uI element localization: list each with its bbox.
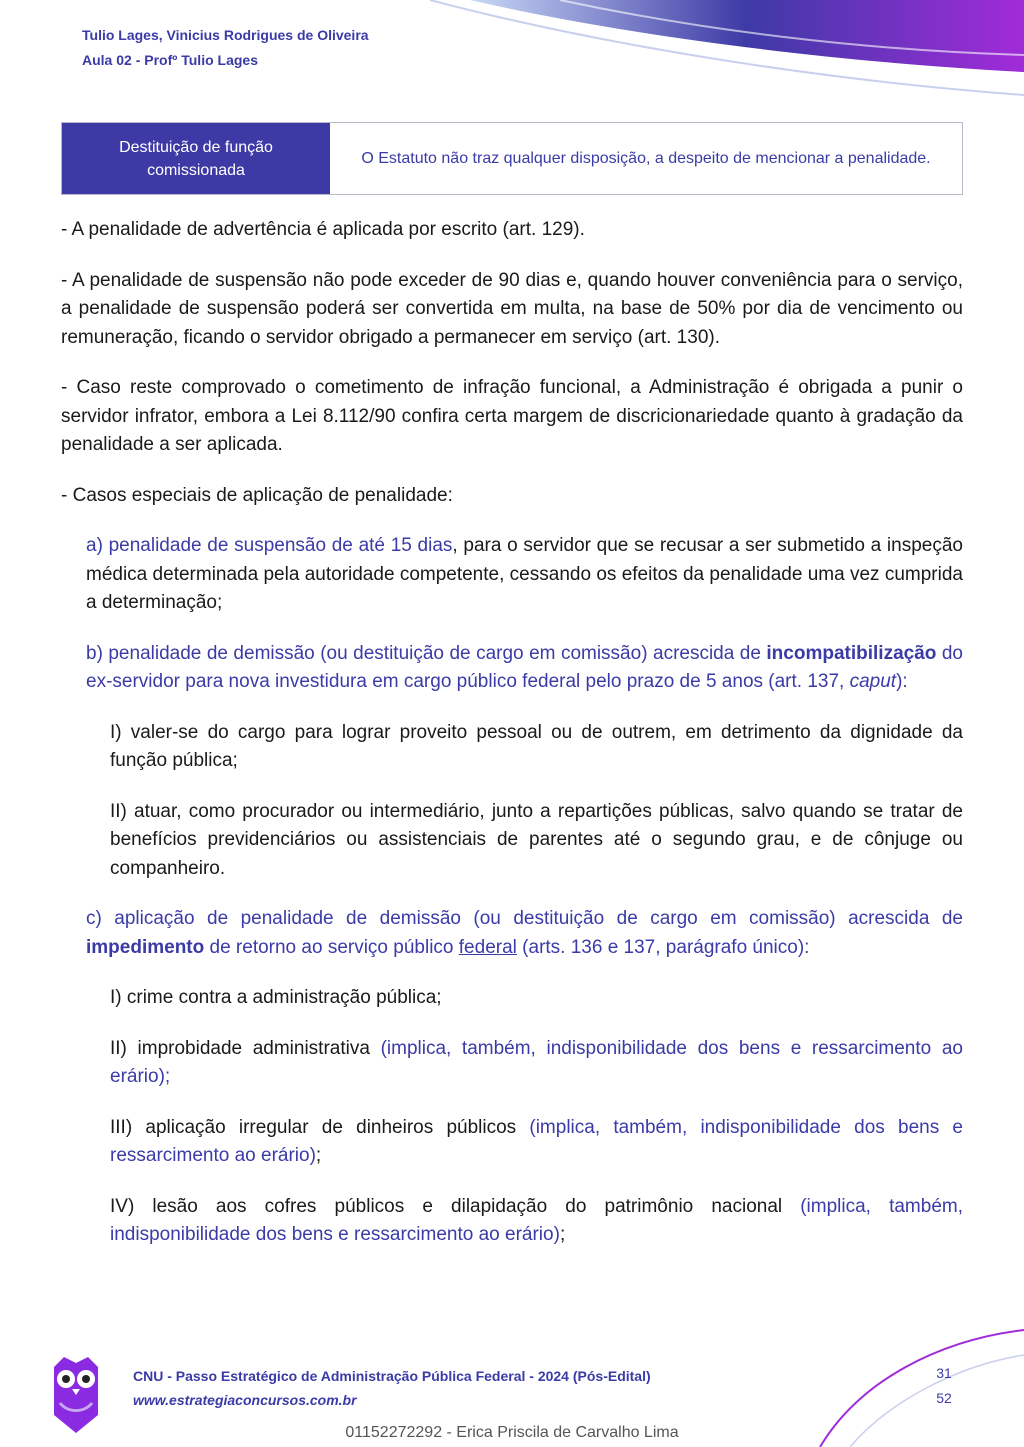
item-c-underline: federal	[458, 936, 517, 958]
item-a-highlight: a) penalidade de suspensão de até 15 dias	[86, 535, 453, 556]
item-c-text-3: (arts. 136 e 137, parágrafo único):	[516, 936, 810, 958]
footer-website-link[interactable]: www.estrategiaconcursos.com.br	[133, 1392, 357, 1408]
page-number: 31	[936, 1365, 952, 1381]
table-cell-description: O Estatuto não traz qualquer disposição, a despeito de mencionar a penalidade.	[361, 150, 931, 167]
list-item-b-ii: II) atuar, como procurador ou intermediário, junto a repartições públicas, salvo quando se tratar de benefícios previdenciários ou assistenciais de parentes até o segundo grau, e de cônjuge ou companheiro.	[110, 800, 963, 879]
item-c-iii-end: ;	[315, 1145, 322, 1166]
item-c-text-1: c) aplicação de penalidade de demissão (ou destituição de cargo em comissão) acrescida de	[86, 908, 963, 929]
header-authors: Tulio Lages, Vinicius Rodrigues de Oliveira	[82, 27, 369, 43]
item-c-ii-note: (implica, também, indisponibilidade dos bens e ressarcimento ao erário);	[110, 1037, 963, 1087]
item-c-iv-note: (implica, também, indisponibilidade dos bens e ressarcimento ao erário)	[110, 1195, 963, 1245]
list-item-c-ii	[110, 1035, 963, 1092]
list-item-a	[86, 532, 963, 618]
item-c-iii-text: III) aplicação irregular de dinheiros públicos	[110, 1116, 530, 1138]
watermark-text: 01152272292 - Erica Priscila de Carvalho Lima	[345, 1424, 679, 1441]
owl-logo-icon	[50, 1355, 102, 1435]
paragraph-infracao: - Caso reste comprovado o cometimento de infração funcional, a Administração é obrigada a punir o servidor infrator, embora a Lei 8.112/90 confira certa margem de discricionariedade quanto à gradação da penalidade a ser aplicada.	[61, 377, 963, 455]
list-item-c-iv	[110, 1193, 963, 1250]
item-b-text-2: do ex-servidor para nova investidura em cargo público federal pelo prazo de 5 anos (art. 137,	[86, 642, 963, 692]
header-lesson: Aula 02 - Profº Tulio Lages	[82, 52, 258, 68]
list-item-b-i: I) valer-se do cargo para lograr proveito pessoal ou de outrem, em detrimento da dignidade da função pública;	[110, 721, 963, 771]
paragraph-advertencia: - A penalidade de advertência é aplicada por escrito (art. 129).	[61, 219, 585, 240]
item-c-iii-note: (implica, também, indisponibilidade dos bens e ressarcimento ao erário)	[110, 1116, 963, 1166]
summary-table	[61, 122, 963, 195]
item-b-italic: caput	[849, 671, 897, 692]
item-c-bold: impedimento	[86, 936, 205, 958]
list-item-b	[86, 640, 963, 697]
item-c-ii-text: II) improbidade administrativa	[110, 1037, 381, 1059]
item-c-text-2: de retorno ao serviço público	[204, 936, 459, 958]
item-b-text-3: ):	[896, 671, 908, 692]
paragraph-suspensao: - A penalidade de suspensão não pode exceder de 90 dias e, quando houver conveniência para o serviço, a penalidade de suspensão poderá ser convertida em multa, na base de 50% por dia de vencimento ou remuneração, ficando o servidor obrigado a permanecer em serviço (art. 130).	[61, 269, 963, 348]
main-content	[61, 216, 963, 1272]
paragraph-casos-especiais: - Casos especiais de aplicação de penalidade:	[61, 484, 453, 506]
item-c-iv-end: ;	[559, 1224, 566, 1245]
list-item-c	[86, 905, 963, 962]
footer-course-title: CNU - Passo Estratégico de Administração Pública Federal - 2024 (Pós-Edital)	[133, 1368, 651, 1384]
list-item-c-i: I) crime contra a administração pública;	[110, 987, 442, 1008]
item-b-bold: incompatibilização	[766, 642, 937, 664]
table-cell-penalty: Destituição de função comissionada	[62, 123, 330, 194]
item-c-iv-text: IV) lesão aos cofres públicos e dilapidação do patrimônio nacional	[110, 1195, 801, 1217]
item-b-text-1: b) penalidade de demissão (ou destituição de cargo em comissão) acrescida de	[86, 642, 767, 664]
list-item-c-iii	[110, 1114, 963, 1171]
item-a-text: , para o servidor que se recusar a ser submetido a inspeção médica determinada pela autoridade competente, cessando os efeitos da penalidade uma vez cumprida a determinação;	[86, 535, 963, 613]
page-total: 52	[936, 1390, 952, 1406]
